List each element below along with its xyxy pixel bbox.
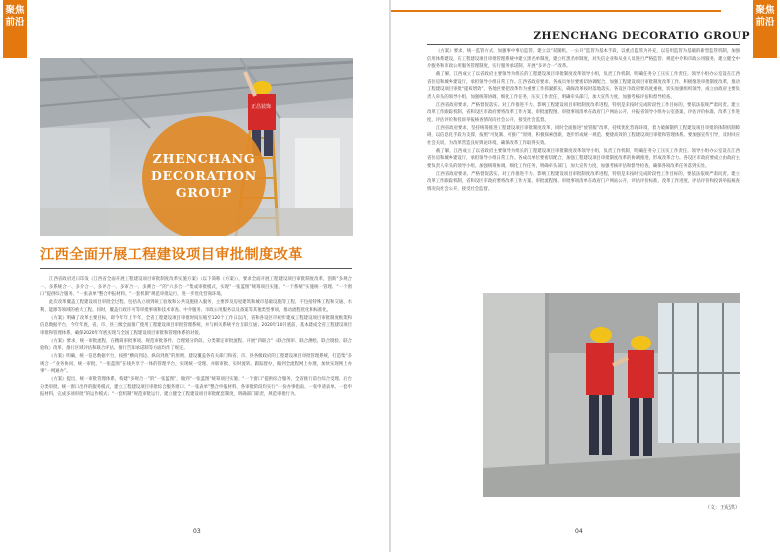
right-paragraph: 江西省政府要求，严格督促落实。对工作推进不力、影响工程建设项目审批制度改革进程，特别是未按时完成阶段性工作目标的，要依法依规严肃问责。建立改革工作跟踪机制，省和设区市政府要将改革工作方案、审批流程图、审批事项清单在政府门户网站公开，并报省领导小组办公室备案，评估评价标准，改革工作进度，评估评价和投诉举报核查情况向社会公开，接受社会监督。 xyxy=(427,102,740,123)
hero-photo xyxy=(40,58,353,236)
right-page-number: 04 xyxy=(575,528,583,535)
right-article-body xyxy=(427,48,740,194)
left-section-tab xyxy=(3,0,27,58)
inspection-photo xyxy=(483,293,740,497)
brand-rule xyxy=(427,44,740,45)
left-page xyxy=(0,0,389,552)
left-paragraph: 此次改革覆盖工程建设项目审批全过程，包括从立项到竣工验收和公共设施接入服务，主要涉及房屋建筑和城市基础设施等工程，不包括特殊工程和交通、水利、能源等领域的重大工程。同时，覆盖行政许可等审批事项和技术审查、中介服务、市政公用服务以及备案等其他类型事项，推动流程优化和标准化。 xyxy=(40,300,352,313)
inspection-scene xyxy=(483,293,740,497)
right-tab-line1: 聚焦 xyxy=(755,5,775,16)
right-section-tab xyxy=(753,0,777,58)
brand-header: ZHENCHANG DECORATIO GROUP xyxy=(533,30,750,42)
right-paragraph: 《方案》要求，统一监管方式，加强事中事后监管。建立以“双随机、一公开”监管为基本手段，以重点监管为补充，以信用监管为基础的新型监管机制，加强信用体系建设，在工程建设项目审批管理系统中建立黑名单制度，建立红黑名单制度，对失信企业和从业人员进行严格监管；规范中介和市政公用服务，建立健全中介服务和市政公用服务管理制度，实行服务承诺制，开展“多评合一”改革。 xyxy=(427,49,740,69)
article-author: （文：王纪洪） xyxy=(704,505,740,511)
right-paragraph: 江西省政府要求，坚持统筹推进工程建设项目审批制度改革，同时全面推进“放管服”改革，持续优化营商环境，着力破解制约工程建设项目审批的体制机制障碍，以信息化手段为支撑，按照“可复制、可推广”原则，积极探索创新，逐步形成统一规范、便捷高效的工程建设项目审批和管理体系。要加强宣传引导，及时回应社会关切，为改革营造良好舆论环境，确保改革工作取得实效。 xyxy=(427,125,740,146)
left-tab-line1: 聚焦 xyxy=(5,5,25,16)
left-paragraph: 江西省政府近日印发《江西省全面开展工程建设项目审批制度改革实施方案》（以下简称《方案》），要求全面开展工程建设项目审批制度改革，创新“多规合一、多系统合一、多介合一、多评合一、多审合一、多测合一”的“六多合一”集成审批模式，实现“一张蓝图”统筹项目实施、“一个系统”实施统一管理、“一个窗口”提供综合服务、“一张表单”整合申报材料、“一套机制”规范审批运行，进一步优化营商环境。 xyxy=(40,277,352,297)
right-paragraph: 江西省政府要求，严格督促落实。对工作推进不力、影响工程建设项目审批制度改革进程，特别是未按时完成阶段性工作目标的，要依法依规严肃问责。建立改革工作跟踪机制，省和设区市政府要将改革工作方案、审批流程图、审批事项清单在政府门户网站公开，评估评价标准，改革工作进度，评估评价和投诉举报核查情况向社会公开，接受社会监督。 xyxy=(427,171,740,192)
title-rule xyxy=(40,268,352,269)
right-page xyxy=(391,0,780,552)
left-article-body xyxy=(40,276,352,400)
overlay-line-2: DECORATION xyxy=(150,168,258,183)
left-paragraph: 《方案》提出，统一审批管理体系，构建“多规合一”的“一张蓝图”，做到“一张蓝图”统筹项目实施；“一个窗口”提供综合服务，全省推行前台综合受理、后台分类审批、统一窗口出件的服务模式，建立工程建设项目审批综合服务窗口；“一张表单”整合申报材料，各审批阶段均实行“一份办事指南、一张申请表单、一套申报材料，完成多项审批”的运作模式；“一套机制”规范审批运行，建立健全工程建设项目审批配套制度，明确部门职责，规范审批行为。 xyxy=(40,377,352,398)
right-paragraph: 截了解，江西成立了以省政府主要领导为组长的工程建设项目审批制度改革领导小组，负责工作机制，明确任务分工压实工作责任。领导小组办公室设在江西省住房和城乡建设厅，承担领导小组日常工作。各成员单位要密切配合，加强工程建设项目审批制度改革的协调推进，形成改革合力。各设区市政府要成立由政府主要负责人牵头的领导小组，加强统筹协调，细化工作任务，明确牵头部门，加大宣传力度，加强考核评估和督导检查，确保各项改革任务落到实处。 xyxy=(427,148,740,169)
left-paragraph: 《方案》要求，统一审批流程，在精简审批事项、规范审批条件、合理划分阶段、分类制定审批流程、开展“四联合”（联合图审、联合测绘、联合勘验、联合验收）改革、推行区域评估和联合评估、推行告知承诺制等方面均作了规定。 xyxy=(40,338,352,352)
left-paragraph: 《方案》明确，统一信息数据平台，按照“横向到边、纵向到底”的原则，建设覆盖各有关部门和省、市、县各级政府的工程建设项目审批管理系统，打造集“多规合一”业务协同、统一审批、“一张蓝图”在线共享于一体的管理平台，实现统一受理、并联审批、实时流转、跟踪督办，做到全流程网上办理，加快实现网上办事“一网通办”。 xyxy=(40,354,352,375)
left-page-number: 03 xyxy=(193,528,201,535)
right-header-rule xyxy=(391,10,721,12)
hero-vest-text: 正昌装饰 xyxy=(251,104,272,110)
overlay-line-3: GROUP xyxy=(175,185,233,200)
right-tab-line2: 前沿 xyxy=(755,17,775,28)
left-paragraph: 《方案》明确了改革主要目标，即今年年上半年，全省工程建设项目审批时间压缩至120个工作日以内，省和各设区市初步建成工程建设项目审批制度框架和信息数据平台，今年年底，省、市、县三级全面推广使用工程建设项目审批管理系统，并与相关系统平台互联互通；2020年10月底前，基本建成全省工程建设项目审批和管理体系，确保2020年年底实现与全国工程建设项目审批和管理体系的对接。 xyxy=(40,315,352,336)
article-title: 江西全面开展工程建设项目审批制度改革 xyxy=(40,247,303,263)
overlay-line-1: ZHENCHANG xyxy=(152,151,256,166)
right-paragraph: 截了解，江西成立了以省政府主要领导为组长的工程建设项目审批制度改革领导小组，负责工作机制，明确任务分工压实工作责任。领导小组办公室设在江西省住房和城乡建设厅，承担领导小组日常工作。江西省政府要求，各成员单位要密切协调配合，加强工程建设项目审批制度改革工作，积极推进审批制度改革，推动工程建设项目审批“提质增效”，各地区要把改革作为重要工作抓紧抓实，确保改革按时落地落实。各设区市政府要高度重视，切实加强组织领导，成立由政府主要负责人牵头的领导小组，加强统筹协调，细化工作任务，压实工作责任，明确牵头部门，加大宣传力度，加强考核评估和督导检查。 xyxy=(427,72,740,100)
left-tab-line2: 前沿 xyxy=(5,17,25,28)
brand-overlay-text xyxy=(142,150,266,201)
